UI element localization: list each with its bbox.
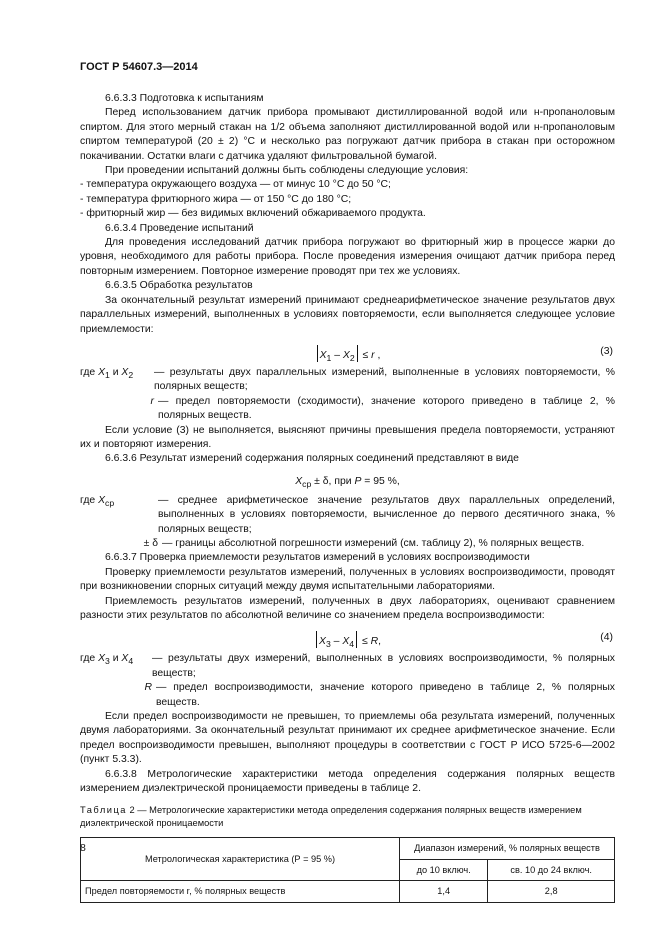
section-6635-paragraph-1: За окончательный результат измерений принимают среднеарифметическое значение результатов двух параллельных измерений, выполненных в условиях повторяемости, если выполняется следующее условие приемлемости: [80,294,615,335]
eq3-x2-subscript: 2 [349,352,355,363]
eq3-definition-1 [80,366,615,395]
eq4-def1-text: — результаты двух измерений, выполненных в условиях воспроизводимости, % полярных веществ; [152,653,615,679]
col-range-group-header: Диапазон измерений, % полярных веществ [400,838,615,859]
where-word: где [80,494,99,506]
section-6634-heading: 6.6.3.4 Проведение испытаний [105,222,254,234]
def-xcp-subscript: ср [105,497,115,508]
def-x3: X [98,653,105,665]
section-6633-heading: 6.6.3.3 Подготовка к испытаниям [105,93,264,104]
section-6635-paragraph-2: Если условие (3) не выполняется, выясняют причины превышения предела повторяемости, устраняют их и повторяют измерения. [80,424,615,450]
condition-item-1: - температура окружающего воздуха — от минус 10 °С до 50 °С; [80,179,391,191]
eq4-definition-2 [80,681,615,710]
condition-item-2: - температура фритюрного жира — от 150 °С до 180 °С; [80,193,352,205]
eq3-x1: X [319,349,327,361]
section-6633-paragraph-1: Перед использованием датчик прибора промывают дистиллированной водой или н-пропаноловым спиртом. Для этого мерный стакан на 1/2 объема заполняют дистиллированной водой или н-пропаноловым спиртом температурой (20 ± 2) °С и несколько раз погружают датчик прибора в стакан при осторожном покачивании. Остатки влаги с датчика удаляют фильтровальной бумагой. [80,107,615,162]
eq4-x4-subscript: 4 [349,639,355,650]
eq3-minus: – [331,349,343,361]
row-1-value-2: 2,8 [488,881,615,902]
eq4-definition-1 [80,652,615,681]
res-x-subscript: ср [302,478,312,489]
eq3-r: r [371,349,375,361]
eq4-x3-subscript: 3 [325,639,331,650]
eq4-r: R [370,636,379,648]
result-expression-text [80,475,615,491]
page-number: 8 [80,842,86,854]
section-6636-heading: 6.6.3.6 Результат измерений содержания полярных соединений представляют в виде [105,453,519,465]
eq3-def1-symbols [80,366,154,395]
section-6633-paragraph-2: При проведении испытаний должны быть соблюдены следующие условия: [105,165,469,177]
def-x1-subscript: 1 [105,369,110,380]
and-word: и [109,366,122,378]
eq4-x3: X [319,636,326,648]
def-r: r [150,395,154,407]
section-6635-heading: 6.6.3.5 Обработка результатов [105,280,253,292]
col-range-1-header: до 10 включ. [400,859,488,880]
abs-bar-left [316,631,317,648]
eq3-x1-subscript: 1 [326,352,332,363]
and-word: и [109,653,122,665]
eq3-x2: X [342,349,350,361]
res-pm-delta: ± δ, при [311,475,355,487]
equation-4-number: (4) [600,632,613,644]
res-def1-text: — среднее арифметическое значение результатов двух параллельных определений, выполненных в условиях повторяемости, вычисленное до первого десятичного знака, % полярных веществ; [158,494,615,535]
eq3-def1-text: — результаты двух параллельных измерений, выполненные в условиях повторяемости, % полярных веществ; [154,366,615,393]
section-6637-paragraph-3: Если предел воспроизводимости не превышен, то приемлемы оба результата измерений, полученных двумя лабораториями. За окончательный результат принимают их среднее арифметическое значение. Если предел воспроизводимости превышен, выполняют процедуры в соответствии с ГОСТ Р ИСО 5725-6—2002 (пункт 5.3.3). [80,711,615,766]
row-1-label: Предел повторяемости r, % полярных веществ [81,881,400,902]
section-6637-heading: 6.6.3.7 Проверка приемлемости результатов измерений в условиях воспроизводимости [105,552,530,564]
res-def2-text: — границы абсолютной погрешности измерений (см. таблицу 2), % полярных веществ. [162,537,585,549]
document-body [80,92,615,903]
eq3-definition-2 [80,395,615,424]
eq4-minus: – [330,636,343,648]
where-word: где [80,366,99,378]
def-x4-subscript: 4 [128,656,134,667]
where-word: где [80,653,99,665]
def-xcp: X [98,494,105,506]
result-definition-1 [80,494,615,537]
def-x2-subscript: 2 [128,369,134,380]
equation-4-expression [80,631,615,651]
eq4-def1-symbols [80,652,152,681]
def-big-r: R [144,682,152,694]
result-definition-2 [80,537,615,551]
equation-4 [80,627,615,649]
def-x3-subscript: 3 [105,656,110,667]
section-6637-paragraph-2: Приемлемость результатов измерений, полученных в двух лабораториях, оценивают сравнением разности этих результатов по абсолютной величине со значением предела воспроизводимости: [80,595,615,621]
standard-header: ГОСТ Р 54607.3—2014 [80,61,198,73]
abs-bar-right [356,631,357,648]
section-6637-paragraph-1: Проверку приемлемости результатов измерений, полученных в условиях воспроизводимости, проводят при возникновении спорных ситуаций между двумя испытательными лабораториями. [80,566,615,593]
table-2-caption-label: Таблица [80,805,127,816]
section-6634-paragraph-1: Для проведения исследований датчик прибора погружают во фритюрный жир в процессе жарки до уровня, необходимого для работы прибора. После проведения измерения очищают датчик прибора перед повторным измерением. Повторное измерение проводят при тех же условиях. [80,237,615,277]
section-6638-paragraph: 6.6.3.8 Метрологические характеристики метода определения содержания полярных веществ измерением диэлектрической проницаемости приведены в таблице 2. [80,768,615,795]
res-def2-symbol: ± δ [143,537,158,549]
col-characteristic-header: Метрологическая характеристика (Р = 95 %) [81,838,400,881]
abs-bar-right [357,345,358,362]
res-p: P [354,475,362,487]
equation-3-expression [80,345,615,365]
eq3-comma: , [374,349,381,361]
table-2-caption [80,804,615,829]
table-2-caption-text: 2 — Метрологические характеристики метода определения содержания полярных веществ измерением диэлектрической проницаемости [80,805,582,828]
col-range-2-header: св. 10 до 24 включ. [488,859,615,880]
equation-3-number: (3) [600,345,613,357]
table-header-row [81,838,615,859]
eq3-le: ≤ [359,349,372,361]
table-row [81,881,615,902]
res-p-value: = 95 %, [361,475,400,487]
eq3-def2-symbol [80,395,158,424]
row-1-value-1: 1,4 [400,881,488,902]
condition-item-3: - фритюрный жир — без видимых включений обжариваемого продукта. [80,208,426,220]
eq4-def2-symbol [80,681,156,710]
def-x2: X [121,366,129,378]
eq4-x4: X [342,636,350,648]
abs-bar-left [317,345,318,362]
res-x: X [295,475,303,487]
eq4-le: ≤ [359,636,371,648]
equation-3 [80,341,615,363]
table-2 [80,837,615,902]
eq3-def2-text: — предел повторяемости (сходимости), значение которого приведено в таблице 2, % полярных веществ. [158,395,615,422]
def-x1: X [98,366,105,378]
def-x4: X [121,653,129,665]
result-expression [80,471,615,491]
res-def1-symbols [80,494,158,537]
eq4-def2-text: — предел воспроизводимости, значение которого приведено в таблице 2, % полярных веществ. [156,682,615,708]
eq4-comma: , [378,636,381,648]
